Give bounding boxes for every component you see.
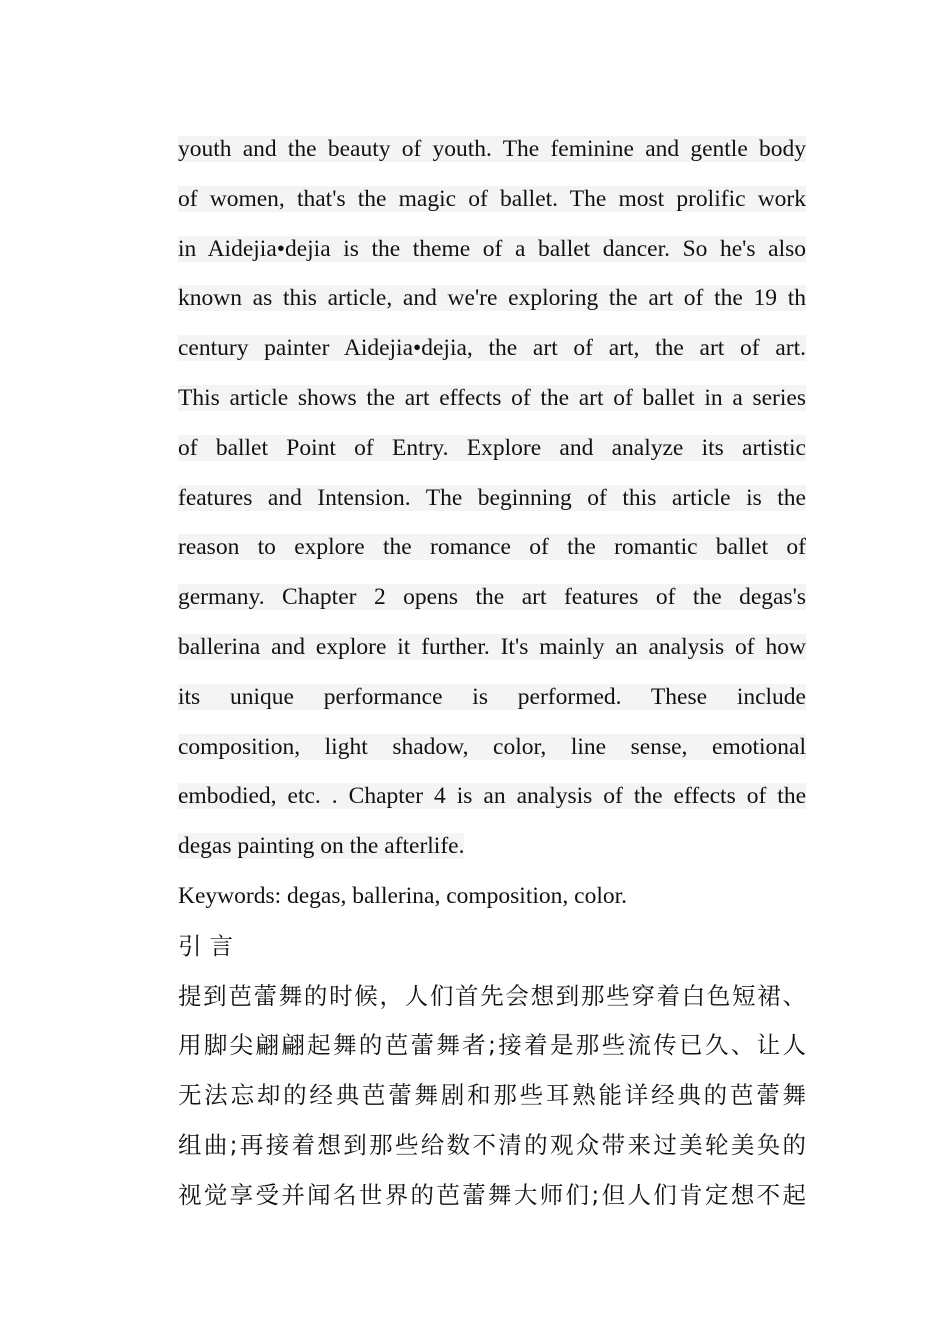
- abstract-body: [178, 125, 806, 872]
- abstract-line: [178, 424, 806, 474]
- abstract-line: [178, 573, 806, 623]
- abstract-line: [178, 474, 806, 524]
- abstract-line-text: known as this article, and we're exploring the art of the 19 th: [178, 285, 806, 312]
- document-page: [178, 125, 806, 1221]
- abstract-line-text: composition, light shadow, color, line sense, emotional: [178, 733, 806, 760]
- introduction-body: [178, 972, 806, 1221]
- abstract-line-text: of ballet Point of Entry. Explore and analyze its artistic: [178, 434, 806, 461]
- abstract-line-text: ballerina and explore it further. It's mainly an analysis of how: [178, 633, 806, 660]
- abstract-line-text: youth and the beauty of youth. The feminine and gentle body: [178, 136, 806, 162]
- body-line: 组曲;再接着想到那些给数不清的观众带来过美轮美奂的: [178, 1130, 806, 1159]
- abstract-line: [178, 523, 806, 573]
- abstract-line: [178, 374, 806, 424]
- keywords-line: Keywords: degas, ballerina, composition, color.: [178, 882, 628, 909]
- abstract-line: [178, 772, 806, 822]
- abstract-line-text: This article shows the art effects of the art of ballet in a series: [178, 384, 806, 411]
- body-line: 无法忘却的经典芭蕾舞剧和那些耳熟能详经典的芭蕾舞: [178, 1081, 806, 1110]
- abstract-line-text: its unique performance is performed. These include: [178, 683, 806, 710]
- abstract-line: [178, 723, 806, 773]
- abstract-line-text: germany. Chapter 2 opens the art features of the degas's: [178, 584, 806, 611]
- section-heading: 引言: [178, 931, 241, 960]
- abstract-line: [178, 125, 806, 175]
- abstract-line: [178, 623, 806, 673]
- abstract-line: [178, 225, 806, 275]
- abstract-line: [178, 175, 806, 225]
- abstract-line-text: in Aidejia•dejia is the theme of a ballet dancer. So he's also: [178, 235, 806, 262]
- abstract-line: [178, 822, 806, 872]
- abstract-line-text: reason to explore the romance of the romantic ballet of: [178, 534, 806, 561]
- abstract-line-text: embodied, etc. . Chapter 4 is an analysis of the effects of the: [178, 783, 806, 810]
- abstract-line: [178, 324, 806, 374]
- abstract-line: [178, 673, 806, 723]
- abstract-line-text: features and Intension. The beginning of this article is the: [178, 484, 806, 511]
- body-line: 提到芭蕾舞的时候，人们首先会想到那些穿着白色短裙、: [178, 981, 806, 1010]
- body-line: 用脚尖翩翩起舞的芭蕾舞者;接着是那些流传已久、让人: [178, 1031, 806, 1060]
- abstract-line-text: degas painting on the afterlife.: [178, 833, 465, 860]
- abstract-line-text: of women, that's the magic of ballet. The most prolific work: [178, 185, 806, 212]
- abstract-line: [178, 274, 806, 324]
- abstract-line-text: century painter Aidejia•dejia, the art of art, the art of art.: [178, 335, 806, 362]
- body-line: 视觉享受并闻名世界的芭蕾舞大师们;但人们肯定想不起: [178, 1180, 806, 1209]
